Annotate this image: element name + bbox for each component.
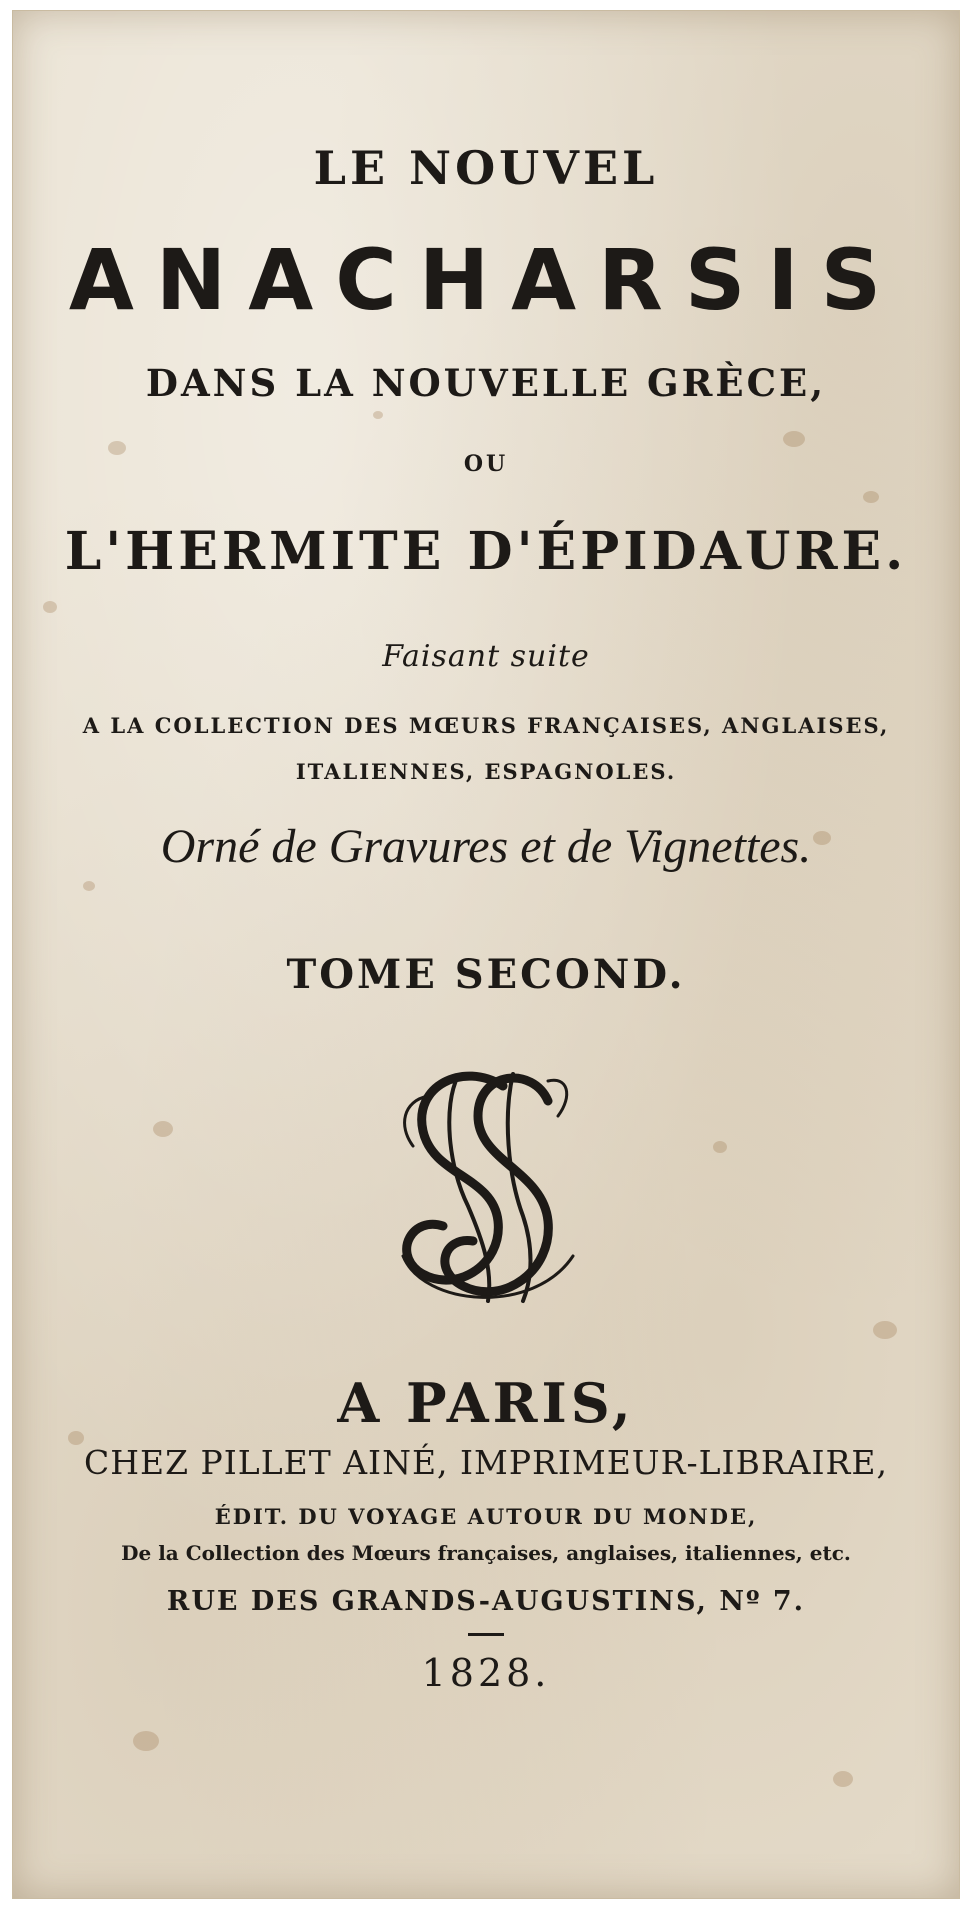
title-line-anacharsis: ANACHARSIS bbox=[68, 231, 904, 329]
foxing-spot bbox=[783, 431, 805, 447]
foxing-spot bbox=[43, 601, 57, 613]
title-page bbox=[12, 10, 960, 1899]
title-line-le-nouvel: LE NOUVEL bbox=[313, 141, 659, 195]
foxing-spot bbox=[373, 411, 383, 419]
foxing-spot bbox=[133, 1731, 159, 1751]
orne-de-gravures-text: Orné de Gravures et de Vignettes. bbox=[160, 820, 812, 873]
imprint-publisher: CHEZ PILLET AINÉ, IMPRIMEUR-LIBRAIRE, bbox=[84, 1443, 888, 1482]
collection-line-2: ITALIENNES, ESPAGNOLES. bbox=[295, 759, 677, 784]
imprint-year: 1828. bbox=[421, 1651, 551, 1695]
foxing-spot bbox=[833, 1771, 853, 1787]
imprint-address: RUE DES GRANDS-AUGUSTINS, Nº 7. bbox=[166, 1586, 806, 1617]
tome-second-text: TOME SECOND. bbox=[286, 951, 686, 998]
foxing-spot bbox=[153, 1121, 173, 1137]
title-line-ou: OU bbox=[463, 451, 509, 477]
faisant-suite-text: Faisant suite bbox=[382, 639, 590, 674]
monogram-ornament-icon bbox=[383, 1056, 583, 1316]
collection-line-1: A LA COLLECTION DES MŒURS FRANÇAISES, ANGLAISES, bbox=[82, 713, 890, 738]
title-line-grece: DANS LA NOUVELLE GRÈCE, bbox=[145, 361, 827, 405]
foxing-spot bbox=[713, 1141, 727, 1153]
foxing-spot bbox=[863, 491, 879, 503]
foxing-spot bbox=[83, 881, 95, 891]
title-line-hermite: L'HERMITE D'ÉPIDAURE. bbox=[64, 521, 908, 582]
foxing-spot bbox=[873, 1321, 897, 1339]
imprint-city: A PARIS, bbox=[337, 1371, 635, 1435]
divider-rule bbox=[468, 1633, 504, 1636]
imprint-collection-line: De la Collection des Mœurs françaises, anglaises, italiennes, etc. bbox=[121, 1541, 851, 1565]
imprint-edit-line: ÉDIT. DU VOYAGE AUTOUR DU MONDE, bbox=[214, 1504, 758, 1529]
